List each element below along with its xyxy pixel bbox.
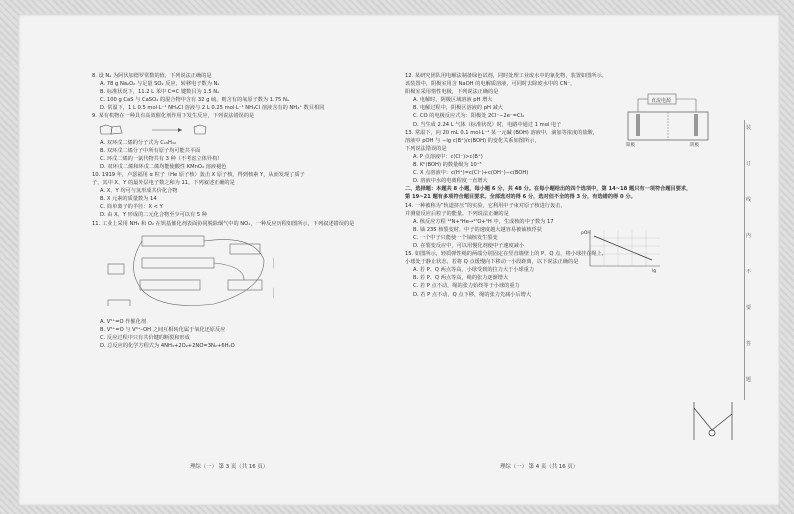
- q10-option-b: B. X 元素的质量数为 14: [100, 196, 157, 203]
- q15-stem: 15. 如图所示，轻质弹性绳的两端分别固定在竖直墙壁上的 P、Q 点，将小球挂在绳上，: [405, 251, 607, 258]
- left-page-footer: 理综（一） 第 3 页（共 16 页）: [190, 464, 269, 470]
- q14-option-b: B. 铀 235 核裂变时，中子的速度越大越容易被铀核俘获: [413, 226, 542, 233]
- side-char-3: 线: [746, 197, 752, 203]
- q12-stem-2: 该装置中，阴极室用含 NaOH 的电解质溶液，可同时去除废水中的 CN⁻，: [405, 81, 576, 88]
- q11-option-b: B. V⁵⁺=O 与 V⁴⁺–OH 之间互相转化属于氧化还原反应: [100, 326, 226, 333]
- q8-option-c: C. 100 g CaS 与 CaSO₄ 的混合物中含有 32 g 硫，则含有的氧原子数为 1.75 Nₐ: [100, 97, 289, 104]
- section-2-heading: 二、选择题：本题共 8 小题，每小题 6 分，共 48 分。在每小题给出的四个选项中，第 14~18 题只有一项符合题目要求，: [405, 186, 692, 193]
- q14-stem-2: 并测量反应后粒子的能量，下列说法正确的是: [405, 210, 509, 217]
- side-char-4: 内: [746, 233, 752, 239]
- q11-stem: 11. 工业上采用 NH₃ 和 O₂ 在钒基催化剂表面协同脱除烟气中的 NOₓ，一种反应历程如图所示，下列叙述错误的是: [92, 220, 355, 227]
- q12-option-a: A. 电解时，阴极区域溶液 pH 增大: [413, 97, 493, 104]
- q14-stem: 14. 一种被称为“轨道挤压”的实验，它利用中子束对原子核进行轰击，: [405, 202, 566, 209]
- q10-stem-cont: 子，其中 X、Y 的最外层电子数之和为 11，下列叙述正确的是: [92, 180, 235, 187]
- q13-option-b: B. Kᵇ(BOH) 的数量级为 10⁻⁵: [413, 162, 482, 169]
- q13-option-d: D. 溶液中水的电离程度一直增大: [413, 178, 488, 185]
- q12-stem: 12. 某研究团队用电解法制备绿色试剂，同时处理工业废水中的氰化物，装置如图所示。: [405, 73, 607, 79]
- q9-stem: 9. 某有机物在一种具有高效催化剂作用下发生反应，下列说法错误的是: [92, 113, 255, 120]
- side-char-6: 要: [746, 305, 752, 311]
- q10-option-a: A. X、Y 均可与氢形成共价化合物: [100, 188, 178, 195]
- q8-option-a: A. 78 g Na₂O₂ 与足量 SO₂ 反应，转移电子数为 Nₐ: [100, 81, 220, 88]
- poh-graph-figure: [580, 226, 664, 274]
- q14-option-d: D. 在裂变反应中，可以用慢化剂使中子速度减小: [413, 242, 525, 249]
- q13-stem-2: 溶液中 pOH 与 −lg c(B⁺)/c(BOH) 的变化关系如图所示，: [405, 137, 540, 144]
- q12-option-b: B. 电解过程中，阴极区溶液的 pH 减大: [413, 105, 503, 112]
- q8-stem: 8. 设 Nₐ 为阿伏加德罗常数的值，下列说法正确的是: [92, 73, 212, 79]
- graph-x-label: lg: [652, 269, 657, 274]
- q13-option-c: C. X 点溶液中：c(H⁺)=c(Cl⁻)+c(OH⁻)−c(BOH): [413, 170, 529, 177]
- q10-option-d: D. 由 X、Y 形成的二元化合物至少可以有 5 种: [100, 212, 207, 219]
- q12-option-d: D. 当生成 2.24 L 气体（标准状况）时，电路中通过 1 mol 电子: [413, 121, 562, 128]
- rope-ball-figure: [690, 400, 736, 444]
- q15-option-b: B. 若 P、Q 两点等高，绳的张力逐渐增大: [413, 275, 509, 282]
- cathode-label: 阴极: [690, 143, 699, 148]
- q9-option-b: B. 双环戊二烯分子中所有原子均可能共平面: [100, 147, 201, 154]
- side-char-8: 题: [746, 377, 752, 383]
- left-column: [92, 72, 392, 350]
- power-supply-label: 直流电源: [651, 98, 672, 104]
- q12-stem-3: 阳极室采用惰性电极，下列说法正确的是: [405, 89, 499, 96]
- q9-option-a: A. 双环戊二烯的分子式为 C₁₀H₁₂: [100, 139, 177, 146]
- q13-stem-3: 下列说法错误的是: [405, 145, 447, 152]
- q9-option-c: C. 环戊二烯的一氯代物共有 3 种（不考虑立体异构）: [100, 155, 223, 162]
- q9-reaction-figure: [92, 123, 392, 137]
- q15-option-d: D. 若 P 点不动，Q 点下移，绳的张力先减小后增大: [413, 291, 532, 298]
- q15-option-c: C. 若 P 点不动，绳的张力始终等于小球的重力: [413, 283, 520, 290]
- electrolysis-figure: [620, 92, 720, 148]
- q15-stem-2: 小球处于静止状态，若将 Q 点缓慢向下移动一小段距离，以下说法正确的是: [405, 259, 579, 266]
- q8-option-d: D. 常温下，1 L 0.5 mol·L⁻¹ NH₄Cl 溶液与 2 L 0.25 mol·L⁻¹ NH₄Cl 溶液含有的 NH₄⁺ 数目相同: [100, 105, 325, 112]
- right-page-footer: 理综（一） 第 4 页（共 16 页）: [500, 464, 579, 470]
- q14-option-c: C. 一个中子只能使一个铀核发生裂变: [413, 234, 498, 241]
- section-2-heading-cont: 第 19~21 题有多项符合题目要求。全部选对的得 6 分，选对但不全的得 3 分，有选错的得 0 分。: [405, 194, 636, 201]
- q15-option-a: A. 若 P、Q 两点等高，小球受到的拉力大于小球重力: [413, 267, 535, 274]
- q14-option-a: A. 核反应方程 ¹⁴N+⁴He→¹⁷O+¹H 中，生成核的中子数为 17: [413, 218, 554, 225]
- anode-label: 阳极: [626, 143, 635, 148]
- q9-option-d: D. 双环戊二烯和环戊二烯均能使酸性 KMnO₄ 溶液褪色: [100, 163, 227, 170]
- side-char-2: 订: [746, 161, 752, 167]
- q11-option-d: D. 总反应的化学方程式为 4NH₃+2O₂+2NO=3N₂+6H₂O: [100, 342, 235, 349]
- q12-option-c: C. CO 的电极反应式为：阳极处 2Cl⁻−2e⁻=Cl₂: [413, 113, 525, 120]
- side-char-5: 不: [746, 269, 752, 275]
- binding-line-strip: [744, 120, 754, 400]
- side-char-7: 答: [746, 341, 752, 347]
- graph-y-label: pOH: [581, 231, 591, 236]
- q8-option-b: B. 标准状况下，11.2 L 苯中 C=C 键数目为 1.5 Nₐ: [100, 89, 220, 96]
- catalytic-cycle-diagram: [104, 230, 274, 306]
- q10-stem: 10. 1919 年，卢瑟福用 α 粒子（He 原子核）轰击 X 原子核，得到核素 Y，从而发现了质子: [92, 171, 305, 178]
- q13-option-a: A. P 点溶液中：c(Cl⁻)>c(B⁺): [413, 153, 483, 160]
- side-char-1: 装: [746, 125, 752, 131]
- q11-cycle-figure: [92, 230, 392, 316]
- reaction-scheme: [92, 123, 272, 137]
- q11-option-c: C. 反应过程中只有共价键的断裂和形成: [100, 334, 190, 341]
- q11-option-a: A. V⁵⁺=O 作催化剂: [100, 318, 146, 325]
- q13-stem: 13. 常温下，向 20 mL 0.1 mol·L⁻¹ 某一元碱 (BOH) 溶液中，滴加等浓度的盐酸，: [405, 129, 598, 136]
- q10-option-c: C. 简单离子的半径：X < Y: [100, 204, 163, 211]
